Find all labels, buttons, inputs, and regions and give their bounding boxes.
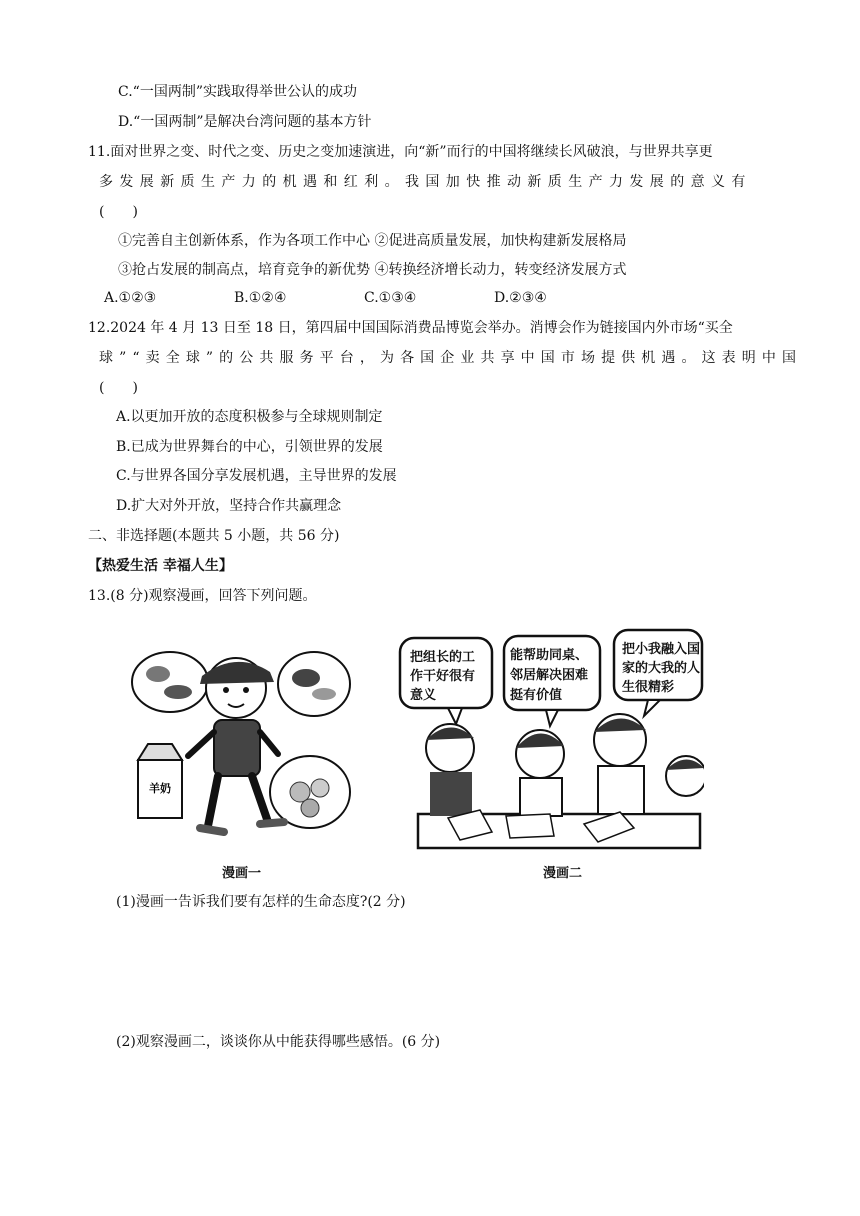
q11-option-c: C.①③④	[364, 290, 417, 306]
q13-stem: 13.(8 分)观察漫画，回答下列问题。	[88, 588, 317, 604]
bubble3-line1: 把小我融入国	[622, 642, 701, 657]
q11-statements-2: ③抢占发展的制高点，培育竞争的新优势 ④转换经济增长动力，转变经济发展方式	[118, 262, 627, 278]
q12-option-b: B.已成为世界舞台的中心，引领世界的发展	[116, 439, 383, 455]
q11-stem-line1: 11.面对世界之变、时代之变、历史之变加速演进，向“新”而行的中国将继续长风破浪，与世界共享更	[88, 144, 713, 160]
q10-option-c: C.“一国两制”实践取得举世公认的成功	[118, 84, 357, 100]
comic-two-caption: 漫画二	[543, 866, 583, 881]
bubble1-line1: 把组长的工	[410, 650, 476, 665]
q11-option-b: B.①②④	[234, 290, 287, 306]
comic-two-illustration	[398, 628, 704, 854]
q11-statements-1: ①完善自主创新体系，作为各项工作中心 ②促进高质量发展，加快构建新发展格局	[118, 233, 627, 249]
q12-option-a: A.以更加开放的态度积极参与全球规则制定	[116, 409, 383, 425]
q12-option-d: D.扩大对外开放，坚持合作共赢理念	[116, 498, 342, 514]
q11-answer-blank: ( )	[99, 204, 138, 220]
q12-option-c: C.与世界各国分享发展机遇，主导世界的发展	[116, 468, 397, 484]
section-theme: 【热爱生活 幸福人生】	[88, 558, 233, 574]
bubble2-line3: 挺有价值	[510, 688, 563, 703]
section-title: 二、非选择题(本题共 5 小题，共 56 分)	[88, 528, 340, 544]
bubble2-line2: 邻居解决困难	[510, 668, 589, 683]
bubble1-line2: 作干好很有	[410, 669, 476, 684]
q12-answer-blank: ( )	[99, 380, 138, 396]
q11-option-a: A.①②③	[104, 290, 157, 306]
q13-sub-question-2: (2)观察漫画二，谈谈你从中能获得哪些感悟。(6 分)	[116, 1034, 441, 1050]
bubble2-line1: 能帮助同桌、	[510, 648, 589, 663]
bubble1-line3: 意义	[410, 688, 437, 703]
q11-options	[104, 288, 624, 308]
q11-stem-line2	[99, 172, 779, 192]
q11-option-d: D.②③④	[494, 290, 547, 306]
bubble3-line2: 家的大我的人	[622, 661, 701, 676]
bubble3-line3: 生很精彩	[622, 680, 675, 695]
q13-sub-question-1: (1)漫画一告诉我们要有怎样的生命态度?(2 分)	[116, 894, 406, 910]
comic-one-caption: 漫画一	[222, 866, 262, 881]
q10-option-d: D.“一国两制”是解决台湾问题的基本方针	[118, 114, 372, 130]
q11-stem-line2-text: 多发展新质生产力的机遇和红利。我国加快推动新质生产力发展的意义有	[99, 174, 752, 190]
comic-one-box-label: 羊奶	[149, 782, 171, 795]
q12-stem-line2-text: 球”“卖全球”的公共服务平台，为各国企业共享中国市场提供机遇。这表明中国	[99, 350, 803, 366]
comic-one-illustration	[128, 642, 354, 856]
q12-stem-line2	[99, 348, 802, 368]
q12-stem-line1: 12.2024 年 4 月 13 日至 18 日，第四届中国国际消费品博览会举办。消博会作为链接国内外市场“买全	[88, 320, 733, 336]
